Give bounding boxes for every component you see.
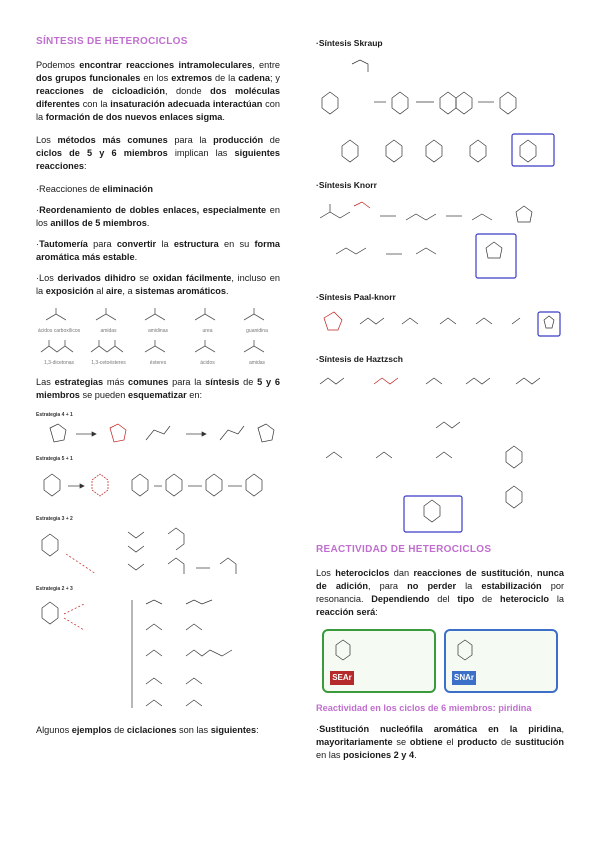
bullet-eliminacion: ·Reacciones de eliminación [36,184,153,194]
ring-icon [328,635,358,665]
sear-card [322,629,436,693]
subtitle-piridina: Reactividad en los ciclos de 6 miembros: piridina [316,703,532,713]
strategy-label: Estrategia 3 + 2 [36,516,73,522]
molecule: 1,3-cetoésteres [86,338,132,366]
piridina-paragraph: ·Sustitución nucleófila aromática en la piridina, mayoritariamente se obtiene el producto de sustitución en las posiciones 2 y 4. [316,724,565,760]
bullet-derivados: ·Los derivados dihidro se oxidan fácilmente, incluso en la exposición al aire, a sistemas aromáticos. [36,273,280,296]
molecule: 1,3-dicetonas [36,338,82,366]
title-knorr: ·Síntesis Knorr [316,180,377,190]
bullet-reordenamiento: ·Reordenamiento de dobles enlaces, especialmente en los anillos de 5 miembros. [36,205,281,228]
reactivity-cards [316,629,564,693]
knorr-scheme [316,194,564,282]
structure-icon [141,306,175,326]
title-skraup: ·Síntesis Skraup [316,38,383,48]
molecule: urea [185,306,231,334]
skraup-scheme [316,52,564,170]
structure-icon [42,306,76,326]
haztzsch-scheme [316,368,564,536]
section-title-sintesis: SÍNTESIS DE HETEROCICLOS [36,36,188,47]
structure-icon [92,306,126,326]
molecule: ácidos [185,338,231,366]
molecule-row-2 [36,338,280,366]
structure-icon [141,338,175,358]
structure-icon [240,338,274,358]
molecule: amidas [86,306,132,334]
molecule: ácidos carboxílicos [36,306,82,334]
right-column [316,34,564,772]
strategy-label: Estrategia 4 + 1 [36,412,73,418]
strategies-paragraph: Las estrategias más comunes para la síntesis de 5 y 6 miembros se pueden esquematizar en: [36,377,280,400]
molecule: guanidina [234,306,280,334]
molecule: amidas [234,338,280,366]
left-column [36,30,280,747]
ring-icon [450,635,480,665]
strategy-2-3-scheme [36,594,280,714]
structure-icon [191,338,225,358]
structure-icon [191,306,225,326]
bullet-tautomeria: ·Tautomería para convertir la estructura en su forma aromática más estable. [36,239,280,262]
strategy-label: Estrategia 5 + 1 [36,456,73,462]
section-title-reactividad: REACTIVIDAD DE HETEROCICLOS [316,544,492,555]
molecule: ésteres [135,338,181,366]
molecule: amidinas [135,306,181,334]
paal-knorr-scheme [316,306,564,344]
strategy-5-1-scheme [36,464,280,510]
structure-icon [240,306,274,326]
strategy-4-1-scheme [36,420,280,450]
sear-badge: SEAr [330,671,354,685]
strategy-label: Estrategia 2 + 3 [36,586,73,592]
title-paal-knorr: ·Síntesis Paal-knorr [316,292,396,302]
structure-icon [89,338,129,358]
snar-badge: SNAr [452,671,476,685]
methods-paragraph: Los métodos más comunes para la producción de ciclos de 5 y 6 miembros implican las siguientes reacciones: [36,135,280,171]
reactivity-paragraph: Los heterociclos dan reacciones de sustitución, nunca de adición, para no perder la estabilización por resonancia. Dependiendo del tipo de heterociclo la reacción será: [316,568,565,617]
snar-card [444,629,558,693]
intro-paragraph: Podemos encontrar reacciones intramoleculares, entre dos grupos funcionales en los extremos de la cadena; y reacciones de cicloadición, donde dos moléculas diferentes con la insaturación adecuada interactúan con la formación de dos nuevos enlaces sigma. [36,60,281,122]
examples-paragraph: Algunos ejemplos de ciclaciones son las siguientes: [36,725,259,735]
strategy-3-2-scheme [36,524,280,580]
molecule-row-1 [36,306,280,334]
title-haztzsch: ·Síntesis de Haztzsch [316,354,403,364]
structure-icon [39,338,79,358]
